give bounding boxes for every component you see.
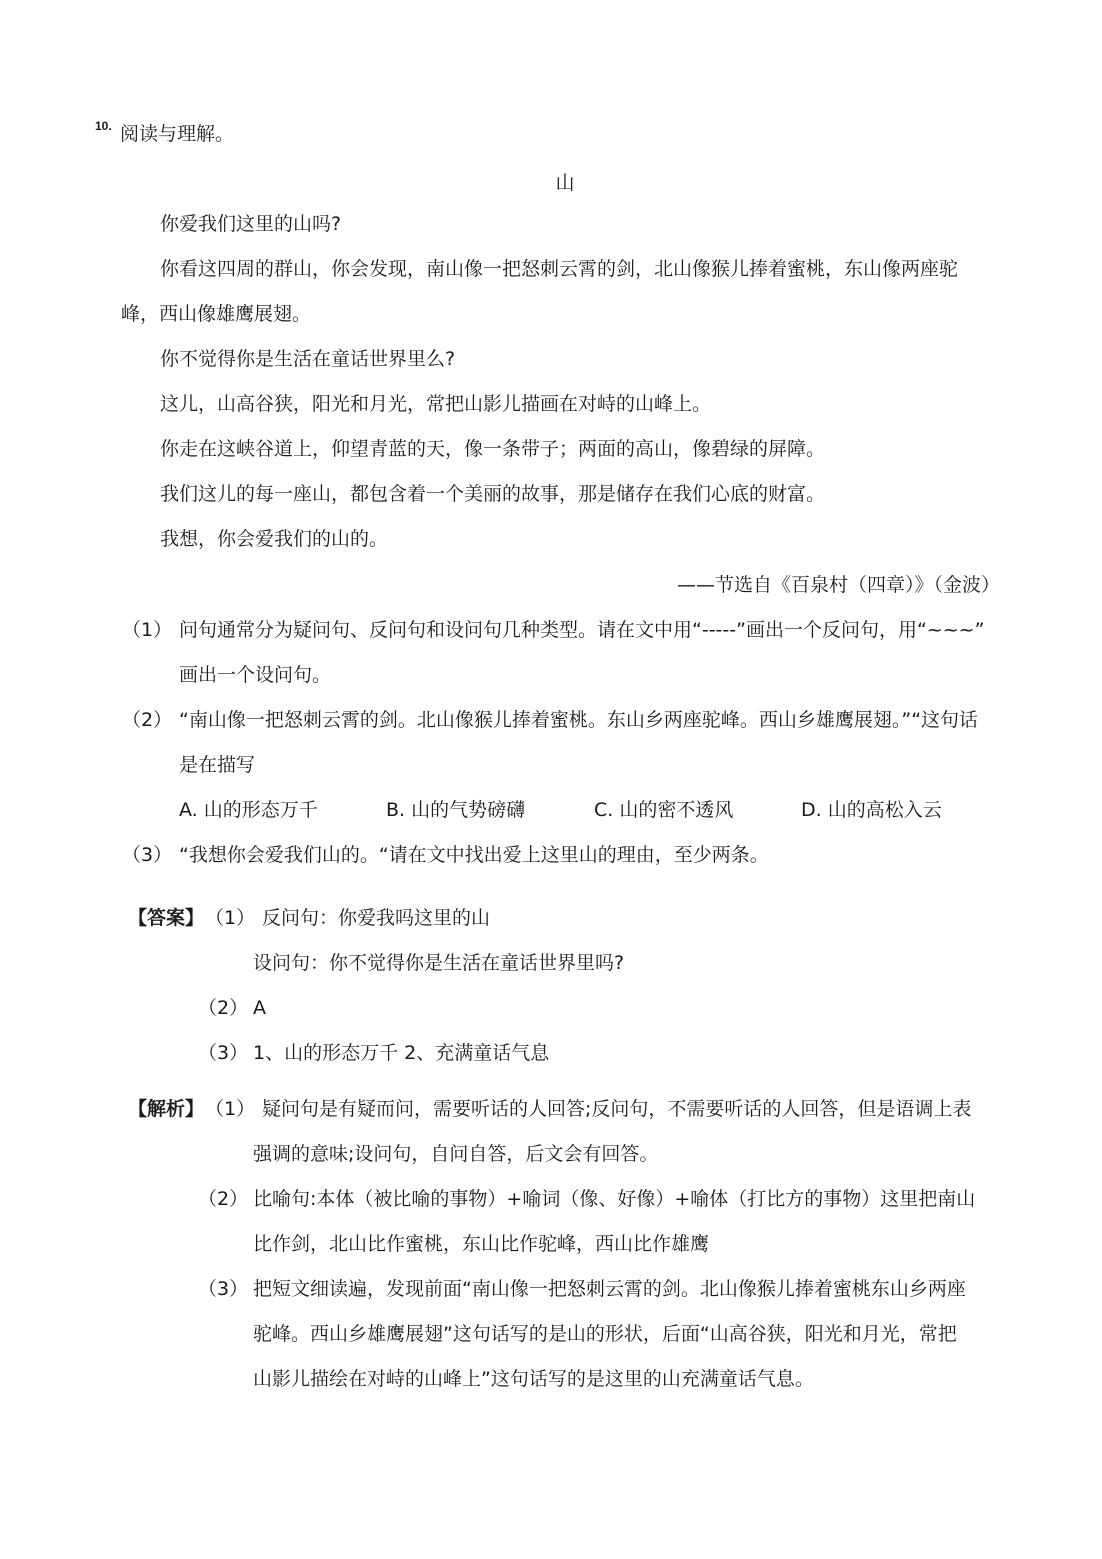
analysis-text: 把短文细读遍，发现前面“南山像一把怒刺云霄的剑。北山像猴儿捧着蜜桃东山乡两座 — [253, 1278, 966, 1300]
option-b: B. 山的气势磅礴 — [386, 799, 526, 821]
sub-question-text: 画出一个设问句。 — [179, 664, 332, 686]
analysis-text: 强调的意味;设问句，自问自答，后文会有回答。 — [253, 1143, 659, 1165]
question-instruction: 阅读与理解。 — [120, 123, 235, 145]
option-d: D. 山的高松入云 — [801, 799, 942, 821]
analysis-number: （1） — [205, 1098, 256, 1120]
sub-question-number: （2） — [122, 709, 173, 731]
passage-paragraph: 你走在这峡谷道上，仰望青蓝的天，像一条带子；两面的高山，像碧绿的屏障。 — [160, 438, 826, 460]
answer-number: （1） — [205, 907, 256, 929]
sub-question-text: 是在描写 — [179, 754, 256, 776]
sub-question-text: 问句通常分为疑问句、反问句和设问句几种类型。请在文中用“-----”画出一个反问句，用“~~~” — [179, 619, 985, 641]
sub-question-number: （1） — [122, 619, 173, 641]
sub-question-number: （3） — [122, 844, 173, 866]
passage-paragraph: 峰，西山像雄鹰展翅。 — [121, 303, 312, 325]
question-number: 10. — [95, 119, 112, 133]
passage-paragraph: 你看这四周的群山，你会发现，南山像一把怒刺云霄的剑，北山像猴儿捧着蜜桃，东山像两座驼 — [160, 258, 959, 280]
analysis-text: 山影儿描绘在对峙的山峰上”这句话写的是这里的山充满童话气息。 — [253, 1368, 814, 1390]
sub-question-text: “南山像一把怒刺云霄的剑。北山像猴儿捧着蜜桃。东山乡两座驼峰。西山乡雄鹰展翅。”“这句话 — [179, 709, 979, 731]
answer-number: （3） — [198, 1042, 249, 1064]
analysis-text: 驼峰。西山乡雄鹰展翅”这句话写的是山的形状，后面“山高谷狭，阳光和月光，常把 — [253, 1323, 957, 1345]
analysis-text: 疑问句是有疑而问，需要听话的人回答;反问句，不需要听话的人回答，但是语调上表 — [262, 1098, 972, 1120]
answer-text: 设问句：你不觉得你是生活在童话世界里吗? — [253, 952, 625, 974]
passage-paragraph: 你爱我们这里的山吗? — [160, 213, 342, 235]
passage-attribution: ——节选自《百泉村（四章）》（金波） — [676, 574, 1000, 596]
passage-title: 山 — [555, 172, 575, 194]
analysis-number: （3） — [198, 1278, 249, 1300]
analysis-label: 【解析】 — [128, 1098, 205, 1120]
analysis-text: 比喻句:本体（被比喻的事物）+喻词（像、好像）+喻体（打比方的事物）这里把南山 — [253, 1188, 976, 1210]
answer-label: 【答案】 — [128, 907, 205, 929]
analysis-text: 比作剑，北山比作蜜桃，东山比作驼峰，西山比作雄鹰 — [253, 1233, 710, 1255]
answer-number: （2） — [198, 997, 249, 1019]
passage-paragraph: 你不觉得你是生活在童话世界里么? — [160, 348, 456, 370]
analysis-number: （2） — [198, 1188, 249, 1210]
option-c: C. 山的密不透风 — [594, 799, 734, 821]
passage-paragraph: 我们这儿的每一座山，都包含着一个美丽的故事，那是储存在我们心底的财富。 — [160, 483, 826, 505]
option-a: A. 山的形态万千 — [179, 799, 318, 821]
passage-paragraph: 我想，你会爱我们的山的。 — [160, 528, 389, 550]
answer-text: 1、山的形态万千 2、充满童话气息 — [253, 1042, 550, 1064]
sub-question-text: “我想你会爱我们山的。“请在文中找出爱上这里山的理由，至少两条。 — [179, 844, 769, 866]
passage-paragraph: 这儿，山高谷狭，阳光和月光，常把山影儿描画在对峙的山峰上。 — [160, 393, 712, 415]
answer-text: 反问句：你爱我吗这里的山 — [262, 907, 491, 929]
answer-text: A — [253, 997, 266, 1019]
